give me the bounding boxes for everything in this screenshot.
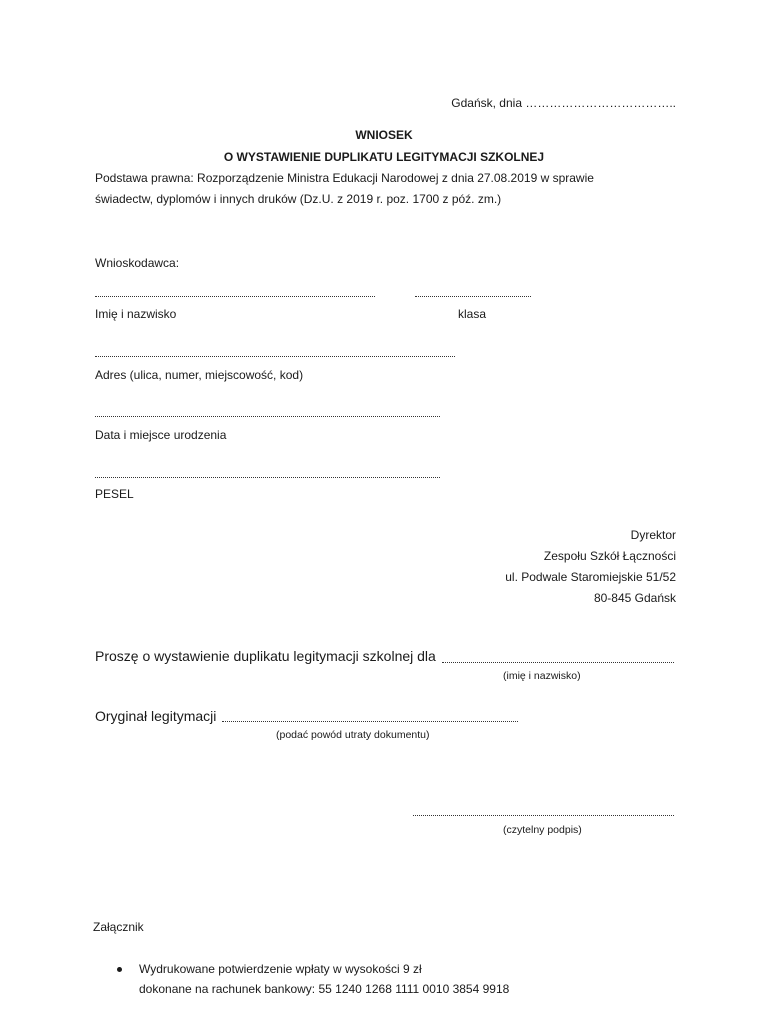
recipient-line-1: Dyrektor bbox=[630, 528, 676, 542]
attachment-item-line-2: dokonane na rachunek bankowy: 55 1240 1268 1111 0010 3854 9918 bbox=[139, 982, 510, 996]
attachment-heading: Załącznik bbox=[93, 920, 144, 934]
attachment-item-line-1: Wydrukowane potwierdzenie wpłaty w wysokości 9 zł bbox=[139, 962, 422, 976]
original-text: Oryginał legitymacji bbox=[95, 708, 217, 724]
request-text: Proszę o wystawienie duplikatu legitymacji szkolnej dla bbox=[95, 648, 436, 664]
place-date: Gdańsk, dnia ……………………………….. bbox=[451, 96, 676, 110]
pesel-field[interactable] bbox=[95, 477, 440, 478]
recipient-line-3: ul. Podwale Staromiejskie 51/52 bbox=[505, 570, 676, 584]
class-field[interactable] bbox=[415, 296, 531, 297]
legal-basis-line-2: świadectw, dyplomów i innych druków (Dz.U. z 2019 r. poz. 1700 z póź. zm.) bbox=[95, 192, 502, 206]
birth-label: Data i miejsce urodzenia bbox=[95, 428, 227, 442]
original-hint: (podać powód utraty dokumentu) bbox=[276, 729, 430, 741]
recipient-line-4: 80-845 Gdańsk bbox=[593, 591, 676, 605]
pesel-label: PESEL bbox=[95, 487, 134, 501]
doc-subtitle: O WYSTAWIENIE DUPLIKATU LEGITYMACJI SZKOLNEJ bbox=[223, 150, 545, 164]
signature-hint: (czytelny podpis) bbox=[503, 824, 582, 836]
applicant-heading: Wnioskodawca: bbox=[95, 256, 180, 270]
address-field[interactable] bbox=[95, 356, 455, 357]
name-field[interactable] bbox=[95, 296, 375, 297]
request-hint: (imię i nazwisko) bbox=[503, 670, 581, 682]
original-reason-field[interactable] bbox=[222, 721, 518, 722]
birth-field[interactable] bbox=[95, 416, 440, 417]
doc-title: WNIOSEK bbox=[355, 128, 413, 142]
signature-field[interactable] bbox=[413, 815, 674, 816]
address-label: Adres (ulica, numer, miejscowość, kod) bbox=[95, 368, 304, 382]
bullet-icon bbox=[117, 967, 122, 972]
recipient-line-2: Zespołu Szkół Łączności bbox=[543, 549, 676, 563]
request-name-field[interactable] bbox=[442, 662, 674, 663]
class-label: klasa bbox=[458, 307, 487, 321]
name-label: Imię i nazwisko bbox=[95, 307, 177, 321]
legal-basis-line-1: Podstawa prawna: Rozporządzenie Ministra Edukacji Narodowej z dnia 27.08.2019 w sprawie bbox=[95, 171, 594, 185]
